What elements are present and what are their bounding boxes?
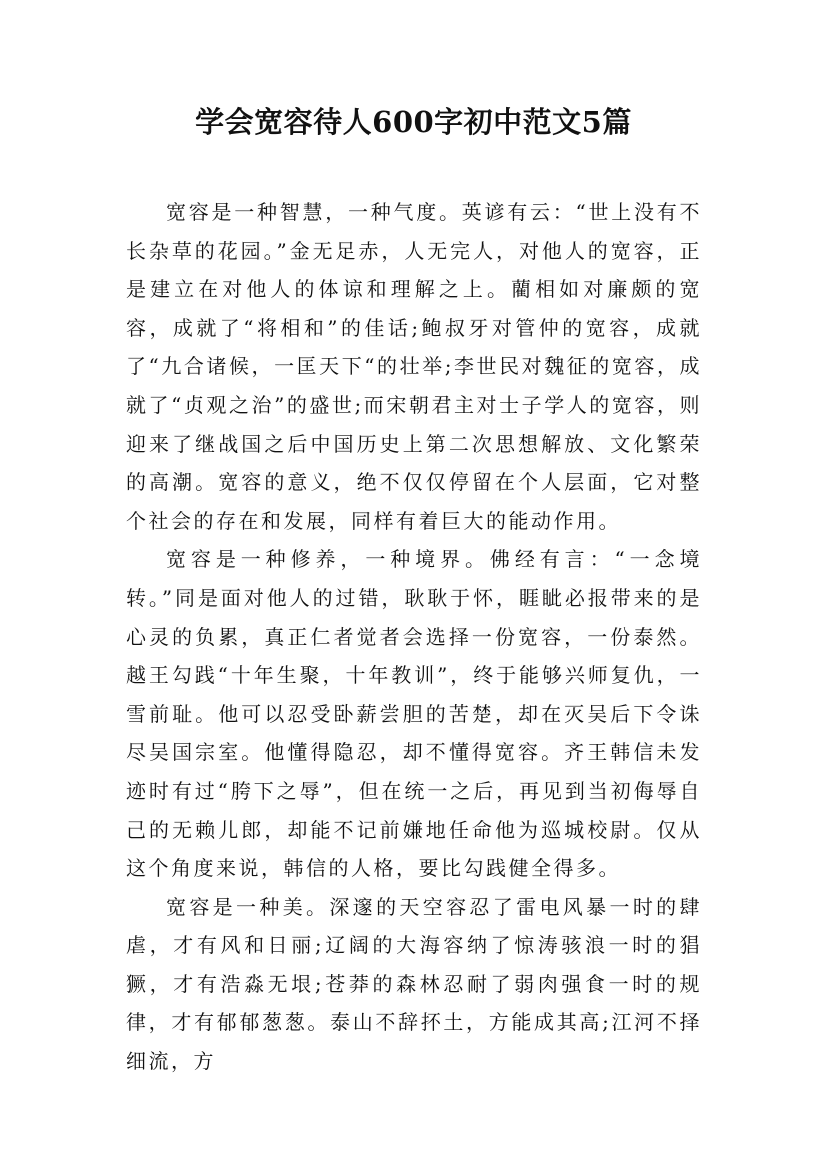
document-title: 学会宽容待人600字初中范文5篇 — [195, 105, 632, 139]
document-body — [126, 193, 702, 1081]
paragraph-1: 宽容是一种智慧，一种气度。英谚有云：“世上没有不长杂草的花园。”金无足赤，人无完人，对他人的宽容，正是建立在对他人的体谅和理解之上。藺相如对廉颇的宽容，成就了“将相和”的佳话;鲍叔牙对管仲的宽容，成就了“九合诸候，一匡天下“的壮举;李世民对魏征的宽容，成就了“贞观之治”的盛世;而宋朝君主对士子学人的宽容，则迎来了继战国之后中国历史上第二次思想解放、文化繁荣的高潮。宽容的意义，绝不仅仅停留在个人层面，它对整个社会的存在和发展，同样有着巨大的能动作用。 — [126, 200, 702, 533]
paragraph-2: 宽容是一种修养，一种境界。佛经有言：“一念境转。”同是面对他人的过错，耿耿于怀，睚眦必报带来的是心灵的负累，真正仁者觉者会选择一份宽容，一份泰然。越王勾践“十年生聚，十年教训”，终于能够兴师复仇，一雪前耻。他可以忍受卧薪尝胆的苦楚，却在灭吴后下令诛尽吴国宗室。他懂得隐忍，却不懂得宽容。齐王韩信未发迹时有过“胯下之辱”，但在统一之后，再见到当初侮辱自己的无赖儿郎，却能不记前嫌地任命他为巡城校尉。仅从这个角度来说，韩信的人格，要比勾践健全得多。 — [126, 547, 702, 881]
paragraph-3: 宽容是一种美。深邃的天空容忍了雷电风暴一时的肆虐，才有风和日丽;辽阔的大海容纳了惊涛骇浪一时的猖獗，才有浩淼无垠;苍莽的森林忍耐了弱肉强食一时的规律，才有郁郁葱葱。泰山不辞抔土，方能成其高;江河不择细流，方 — [126, 894, 702, 1074]
